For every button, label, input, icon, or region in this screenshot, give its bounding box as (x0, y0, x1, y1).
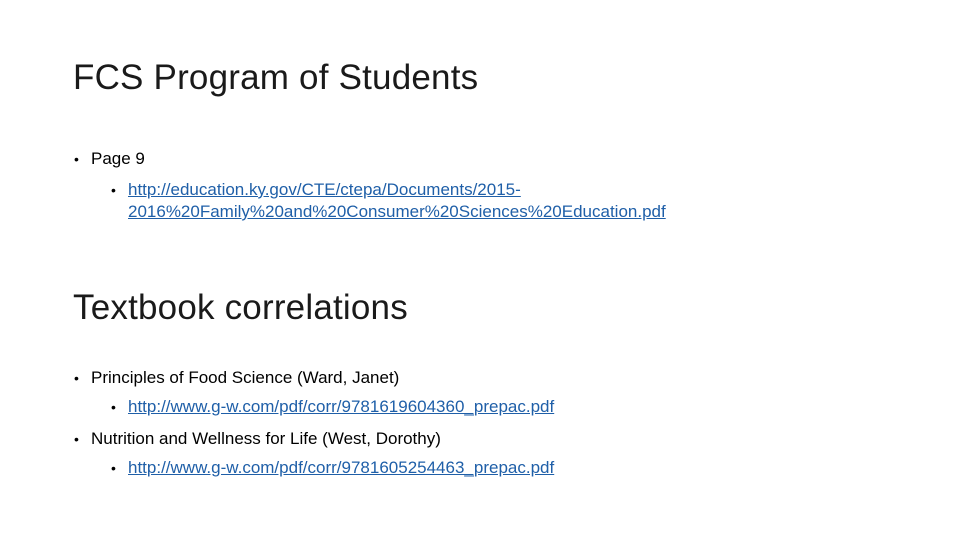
bullet-label: Principles of Food Science (Ward, Janet) (91, 368, 400, 387)
bullet-label: Page 9 (91, 149, 145, 168)
bullet-label: Nutrition and Wellness for Life (West, Dorothy) (91, 429, 441, 448)
bullet-dot-icon: • (111, 460, 116, 476)
bullet-nutrition-wellness (74, 428, 441, 450)
link-food-science-pdf[interactable]: http://www.g-w.com/pdf/corr/9781619604360_prepac.pdf (128, 397, 555, 416)
bullet-principles-food-science (74, 367, 400, 389)
bullet-dot-icon: • (74, 151, 79, 167)
link-item-ky-education[interactable] (111, 179, 666, 223)
section-title-textbook-correlations: Textbook correlations (73, 288, 408, 327)
bullet-dot-icon: • (111, 399, 116, 415)
link-ky-education-line1[interactable]: http://education.ky.gov/CTE/ctepa/Documents/2015- (128, 180, 521, 199)
link-nutrition-wellness-pdf[interactable]: http://www.g-w.com/pdf/corr/9781605254463_prepac.pdf (128, 458, 555, 477)
link-item-food-science[interactable] (111, 396, 555, 418)
bullet-page-9 (74, 148, 145, 170)
bullet-dot-icon: • (74, 431, 79, 447)
bullet-dot-icon: • (111, 182, 116, 198)
section-title-fcs-program: FCS Program of Students (73, 58, 479, 97)
bullet-dot-icon: • (74, 370, 79, 386)
link-item-nutrition-wellness[interactable] (111, 457, 555, 479)
link-ky-education-line2[interactable]: 2016%20Family%20and%20Consumer%20Sciences%20Education.pdf (128, 202, 666, 221)
